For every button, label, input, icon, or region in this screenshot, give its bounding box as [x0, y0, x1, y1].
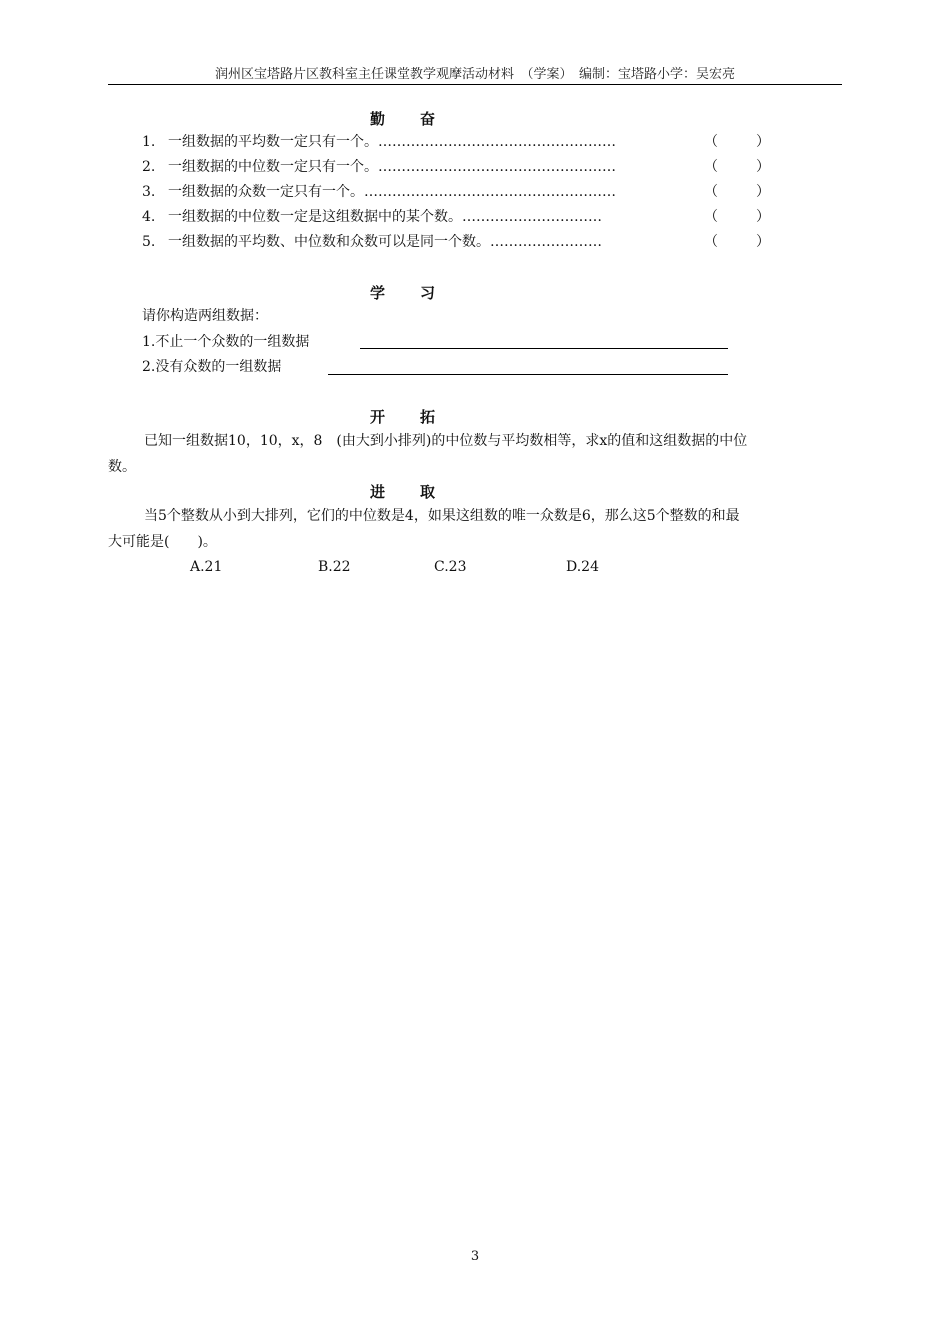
section-title-char: 习 [419, 284, 435, 302]
jinqu-problem [108, 503, 844, 555]
item-number: 1. [142, 134, 156, 150]
true-false-item-5 [142, 232, 782, 252]
item-number: 3. [142, 184, 156, 200]
answer-bracket-close: ） [756, 184, 770, 200]
page-header: 润州区宝塔路片区教科室主任课堂教学观摩活动材料 （学案） 编制：宝塔路小学：吴宏亮 [214, 67, 735, 82]
construct-item-2: 2.没有众数的一组数据 [142, 359, 282, 375]
item-number: 2. [142, 159, 156, 175]
section-title-xuexi [340, 282, 465, 303]
problem-line: 数。 [108, 459, 136, 475]
item-statement: 一组数据的平均数、中位数和众数可以是同一个数。…………………… [168, 234, 602, 250]
item-statement: 一组数据的众数一定只有一个。……………………………………………… [168, 184, 616, 200]
answer-bracket-open: （ [704, 159, 718, 175]
problem-line: 已知一组数据10，10，x，8 (由大到小排列)的中位数与平均数相等，求x的值和这组数据的中位 [144, 433, 748, 449]
item-statement: 一组数据的中位数一定只有一个。…………………………………………… [168, 159, 616, 175]
answer-bracket-close: ） [756, 209, 770, 225]
true-false-item-1 [142, 132, 782, 152]
header-rule [108, 84, 842, 85]
section-title-char: 开 [369, 408, 385, 426]
answer-bracket-open: （ [704, 184, 718, 200]
section-title-char: 奋 [419, 110, 435, 128]
item-number: 5. [142, 234, 156, 250]
problem-line: 大可能是( )。 [108, 534, 217, 550]
answer-bracket-close: ） [756, 134, 770, 150]
section-title-kaituo [340, 406, 465, 427]
answer-bracket-close: ） [756, 234, 770, 250]
answer-bracket-open: （ [704, 234, 718, 250]
item-statement: 一组数据的中位数一定是这组数据中的某个数。………………………… [168, 209, 602, 225]
section-title-qinfen [340, 108, 465, 129]
page-number: 3 [470, 1249, 480, 1264]
choice-option-b[interactable]: B.22 [318, 559, 351, 575]
answer-bracket-open: （ [704, 134, 718, 150]
section-title-char: 进 [369, 483, 385, 501]
section-title-char: 取 [419, 483, 435, 501]
choice-option-c[interactable]: C.23 [434, 559, 467, 575]
choice-option-a[interactable]: A.21 [190, 559, 223, 575]
section-title-char: 勤 [369, 110, 385, 128]
answer-bracket-close: ） [756, 159, 770, 175]
section-title-char: 学 [369, 284, 385, 302]
true-false-item-4 [142, 207, 782, 227]
true-false-item-3 [142, 182, 782, 202]
item-number: 4. [142, 209, 156, 225]
section-title-jinqu [340, 481, 465, 502]
true-false-item-2 [142, 157, 782, 177]
problem-line: 当5个整数从小到大排列，它们的中位数是4，如果这组数的唯一众数是6，那么这5个整数的和最 [144, 508, 740, 524]
section-title-char: 拓 [419, 408, 435, 426]
choice-option-d[interactable]: D.24 [566, 559, 599, 575]
answer-blank-1[interactable] [360, 348, 728, 349]
kaituo-problem [108, 428, 844, 480]
item-statement: 一组数据的平均数一定只有一个。…………………………………………… [168, 134, 616, 150]
answer-blank-2[interactable] [328, 374, 728, 375]
construct-item-1: 1.不止一个众数的一组数据 [142, 334, 310, 350]
construct-intro: 请你构造两组数据： [142, 308, 268, 324]
answer-bracket-open: （ [704, 209, 718, 225]
